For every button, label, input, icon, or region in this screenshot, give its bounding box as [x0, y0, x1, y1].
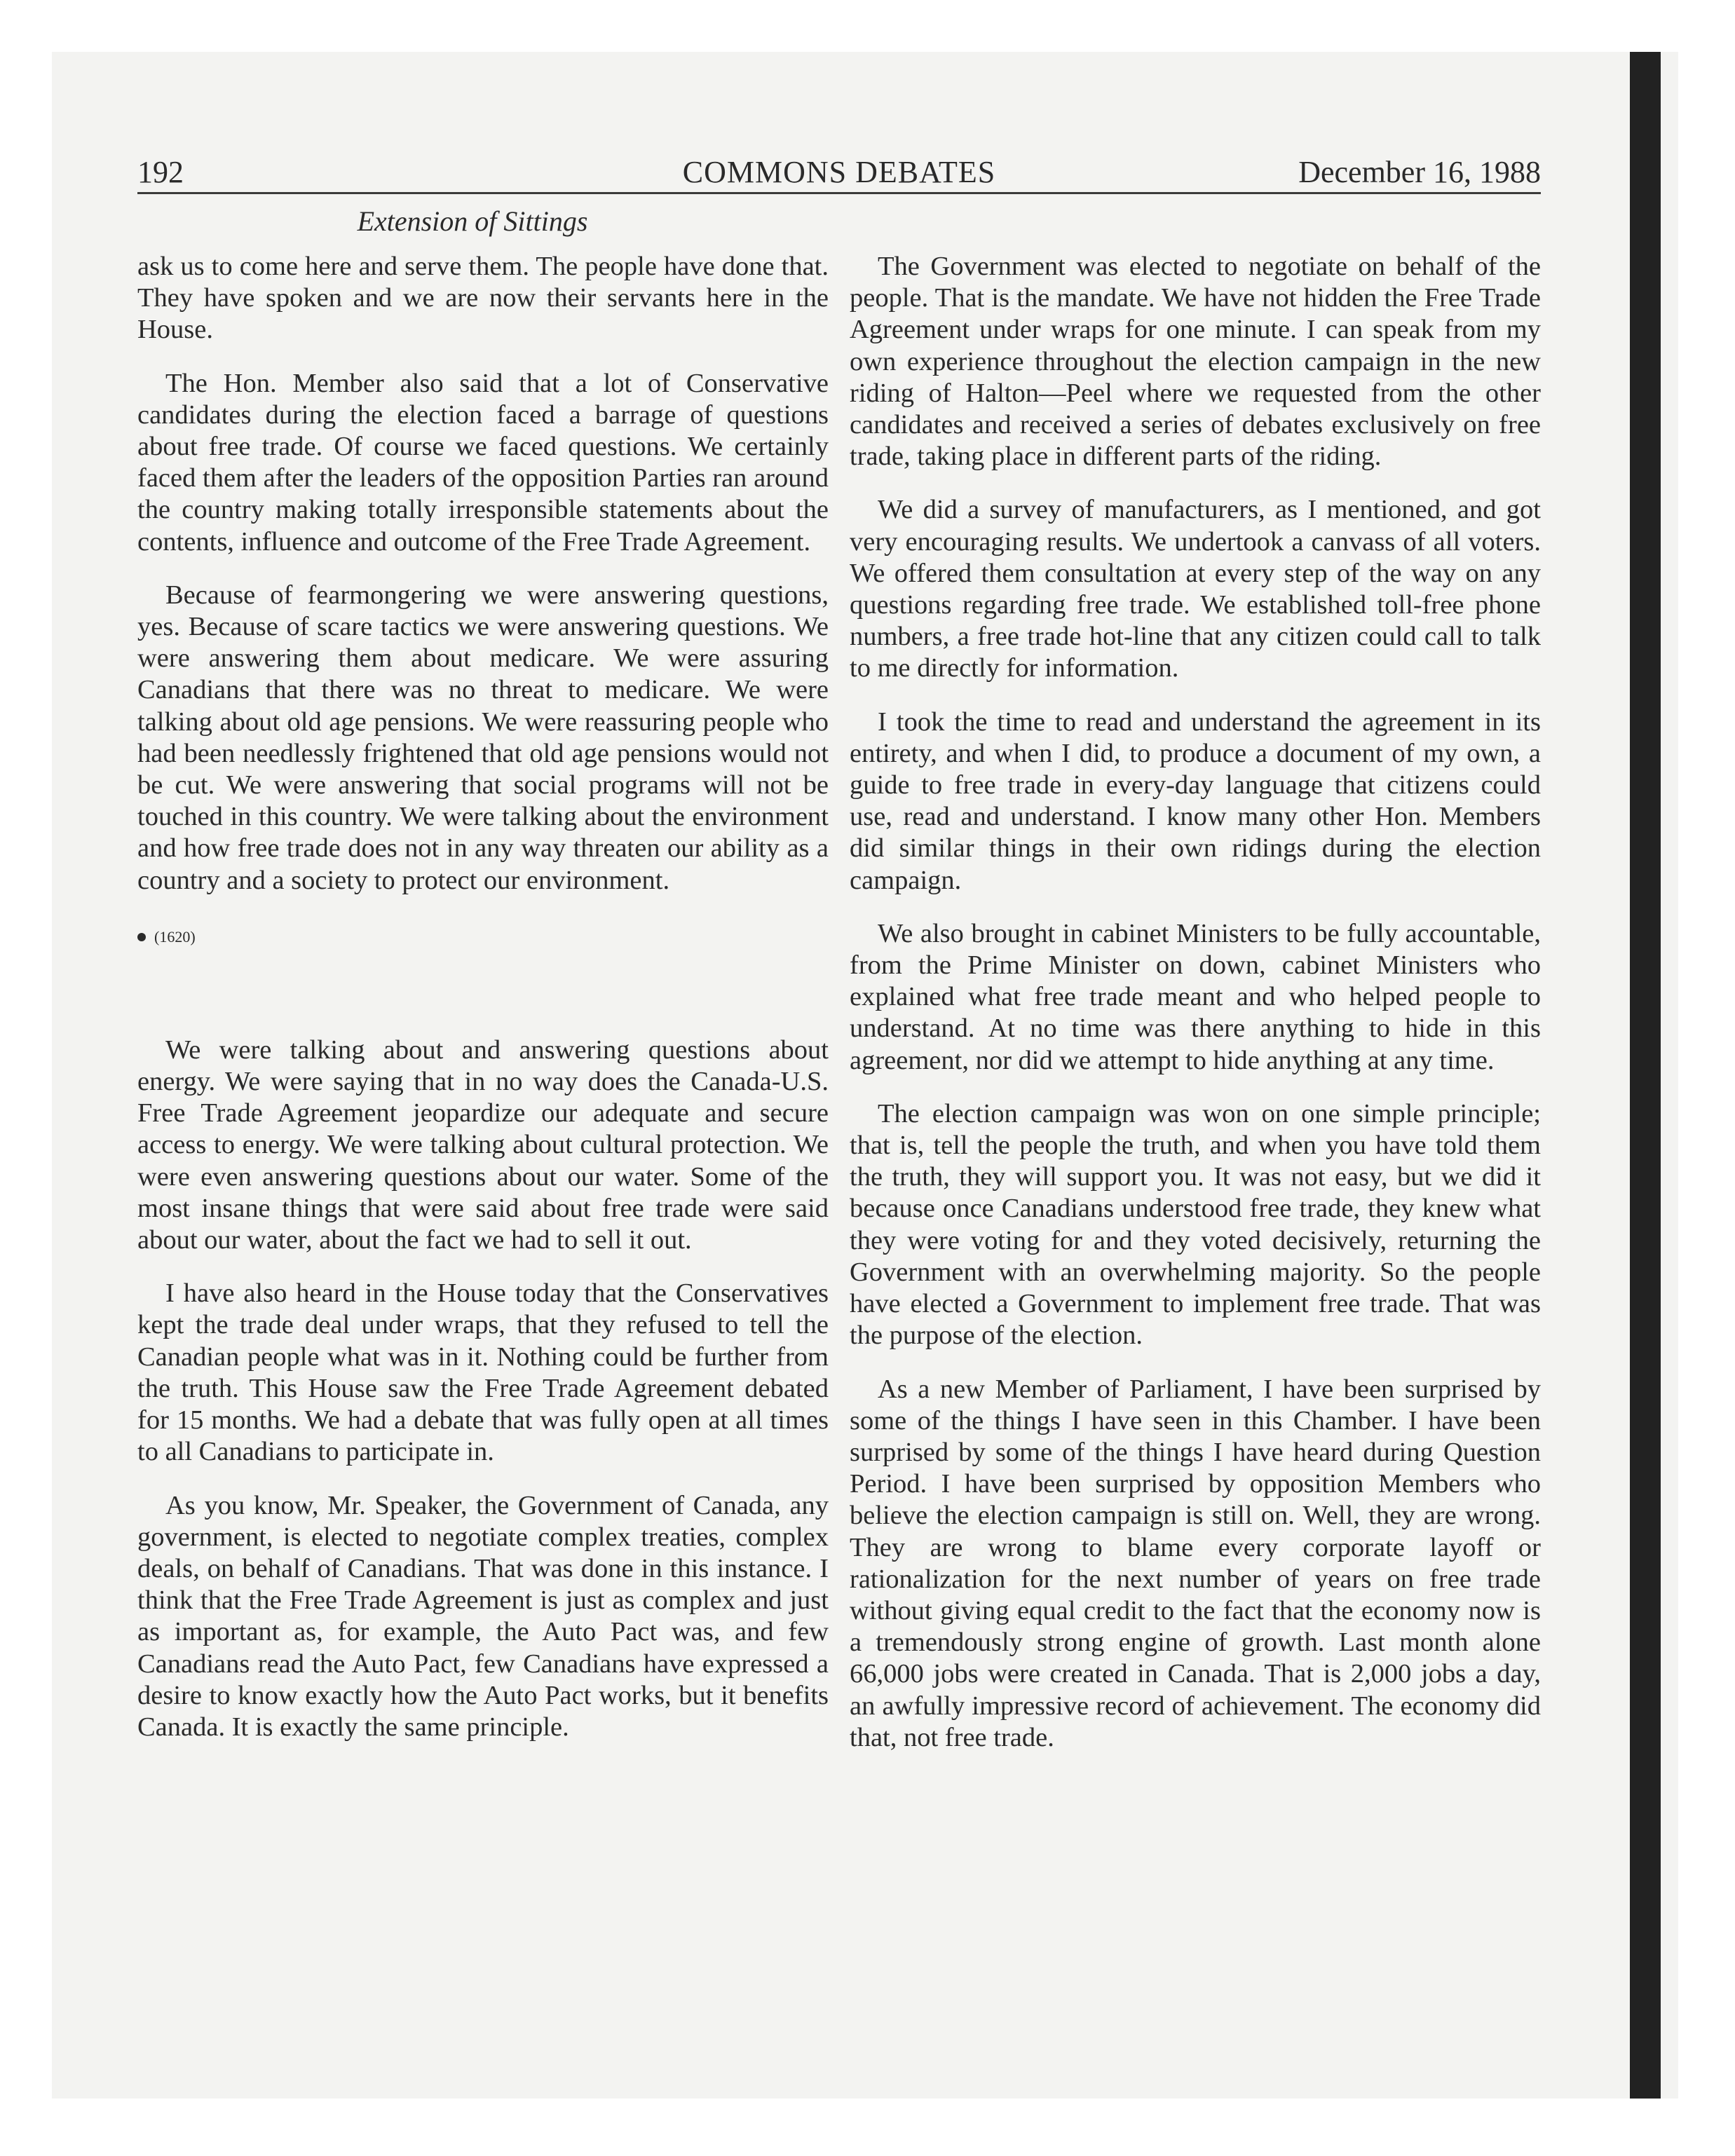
paragraph: The Government was elected to negotiate on behalf of the people. That is the mandate. We have not hidden the Free Trade Agreement under wraps for one minute. I can speak from my own experience throughout the election campaign in the new riding of Halton—Peel where we requested from the other candidates and received a series of debates exclusively on free trade, taking place in different parts of the riding.: [850, 252, 1541, 472]
paragraph: As a new Member of Parliament, I have been surprised by some of the things I have seen in this Chamber. I have been surprised by some of the things I have heard during Question Period. I have been surprised by opposition Members who believe the election campaign is still on. Well, they are wrong. They are wrong to blame every corporate layoff or rationalization for the next number of years on free trade without giving equal credit to the fact that the economy now is a tremendously strong engine of growth. Last month alone 66,000 jobs were created in Canada. That is 2,000 jobs a day, an awfully impressive record of achievement. The economy did that, not free trade.: [850, 1374, 1541, 1752]
section-title: Extension of Sittings: [357, 205, 588, 237]
paragraph: I took the time to read and understand the agreement in its entirety, and when I did, to produce a document of my own, a guide to free trade in every-day language that citizens could use, read and understand. I know many other Hon. Members did similar things in their own ridings during the election campaign.: [850, 707, 1541, 895]
paragraph: ask us to come here and serve them. The people have done that. They have spoken and we are now their servants here in the House.: [137, 252, 829, 345]
paragraph: The election campaign was won on one simple principle; that is, tell the people the truth, and when you have told them the truth, they will support you. It was not easy, but we did it because once Canadians understood free trade, they knew what they were voting for and they voted decisively, returning the Government with an overwhelming majority. So the people have elected a Government to implement free trade. That was the purpose of the election.: [850, 1098, 1541, 1351]
right-column: [850, 251, 1541, 1775]
paragraph: As you know, Mr. Speaker, the Government of Canada, any government, is elected to negotiate complex treaties, complex deals, on behalf of Canadians. That was done in this instance. I think that the Free Trade Agreement is just as complex and just as important as, for example, the Auto Pact was, and few Canadians read the Auto Pact, few Canadians have expressed a desire to know exactly how the Auto Pact works, but it benefits Canada. It is exactly the same principle.: [137, 1490, 829, 1742]
time-marker: [137, 913, 829, 962]
paragraph: The Hon. Member also said that a lot of Conservative candidates during the election faced a barrage of questions about free trade. Of course we faced questions. We certainly faced them after the leaders of the opposition Parties ran around the country making totally irresponsible statements about the contents, influence and outcome of the Free Trade Agreement.: [137, 368, 829, 557]
page-number: 192: [137, 155, 184, 189]
paragraph: We did a survey of manufacturers, as I mentioned, and got very encouraging results. We undertook a canvass of all voters. We offered them consultation at every step of the way on any questions regarding free trade. We established toll-free phone numbers, a free trade hot-line that any citizen could call to talk to me directly for information.: [850, 495, 1541, 683]
paragraph: We also brought in cabinet Ministers to be fully accountable, from the Prime Minister on down, cabinet Ministers who explained what free trade meant and who helped people to understand. At no time was there anything to hide in this agreement, nor did we attempt to hide anything at any time.: [850, 918, 1541, 1075]
scan-edge-shadow: [1630, 52, 1661, 2099]
time-marker-label: (1620): [154, 927, 196, 946]
page-header: [137, 153, 1541, 194]
paragraph: We were talking about and answering questions about energy. We were saying that in no way does the Canada-U.S. Free Trade Agreement jeopardize our adequate and secure access to energy. We were talking about cultural protection. We were even answering questions about our water. Some of the most insane things that were said about free trade were said about our water, about the fact we had to sell it out.: [137, 1035, 829, 1255]
bullet-icon: [137, 933, 146, 941]
journal-title: COMMONS DEBATES: [682, 155, 996, 189]
left-column: [137, 251, 829, 1765]
paragraph: Because of fearmongering we were answering questions, yes. Because of scare tactics we were answering questions. We were answering them about medicare. We were assuring Canadians that there was no threat to medicare. We were talking about old age pensions. We were reassuring people who had been needlessly frightened that old age pensions would not be cut. We were answering that social programs will not be touched in this country. We were talking about the environment and how free trade does not in any way threaten our ability as a country and a society to protect our environment.: [137, 580, 829, 895]
paragraph: I have also heard in the House today that the Conservatives kept the trade deal under wraps, that they refused to tell the Canadian people what was in it. Nothing could be further from the truth. This House saw the Free Trade Agreement debated for 15 months. We had a debate that was fully open at all times to all Canadians to participate in.: [137, 1278, 829, 1467]
header-date: December 16, 1988: [1298, 155, 1541, 189]
